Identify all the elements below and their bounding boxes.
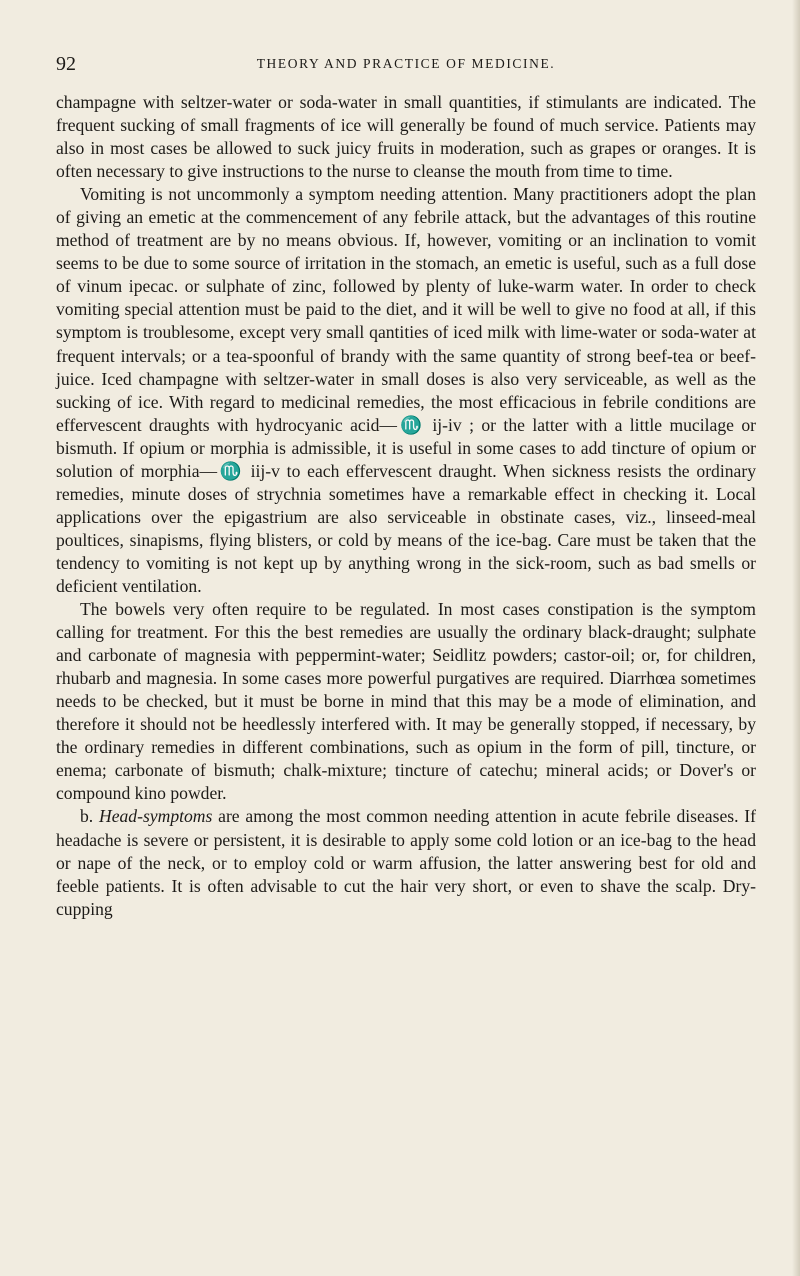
section-text: are among the most common needing attention in acute febrile diseases. If headache is severe or persistent, it is desirable to apply some cold lotion or an ice-bag to the head or nape of the neck, or to employ cold or warm affusion, the latter answering best for old and feeble patients. It is often advisable to cut the hair very short, or even to shave the scalp. Dry-cupping (56, 806, 756, 919)
paragraph-bowels: The bowels very often require to be regulated. In most cases constipation is the symptom calling for treatment. For this the best remedies are usually the ordinary black-draught; sulphate and carbonate of magnesia with peppermint-water; Seidlitz powders; castor-oil; or, for children, rhubarb and magnesia. In some cases more powerful purgatives are required. Diarrhœa sometimes needs to be checked, but it must be borne in mind that this may be a mode of elimination, and therefore it should not be heedlessly interfered with. It may be generally stopped, if necessary, by the ordinary remedies in different combinations, such as opium in the form of pill, tincture, or enema; carbonate of bismuth; chalk-mixture; tincture of catechu; mineral acids; or Dover's or compound kino powder. (56, 599, 756, 804)
page-edge-shadow (792, 0, 800, 1276)
paragraph-head-symptoms (56, 805, 756, 920)
section-heading: Head-symptoms (98, 806, 213, 827)
body-text (56, 91, 756, 921)
section-label: b. (80, 806, 94, 827)
page-header (56, 52, 756, 76)
paragraph-vomiting: Vomiting is not uncommonly a symptom needing attention. Many practitioners adopt the plan of giving an emetic at the commencement of any febrile attack, but the advantages of this routine method of treatment are by no means obvious. If, however, vomiting or an inclination to vomit seems to be due to some source of irritation in the stomach, an emetic is useful, such as a full dose of vinum ipecac. or sulphate of zinc, followed by plenty of luke-warm water. In order to check vomiting special attention must be paid to the diet, and it will be well to give no food at all, if this symptom is troublesome, except very small qantities of iced milk with lime-water or soda-water at frequent intervals; or a tea-spoonful of brandy with the same quantity of strong beef-tea or beef-juice. Iced champagne with seltzer-water in small doses is also very serviceable, as well as the sucking of ice. With regard to medicinal remedies, the most efficacious in febrile conditions are effervescent draughts with hydrocyanic acid—♏ ij-iv ; or the latter with a little mucilage or bismuth. If opium or morphia is admissible, it is useful in some cases to add tincture of opium or solution of morphia—♏ iij-v to each effervescent draught. When sickness resists the ordinary remedies, minute doses of strychnia sometimes have a remarkable effect in checking it. Local applications over the epigastrium are also serviceable in obstinate cases, viz., linseed-meal poultices, sinapisms, flying blisters, or cold by means of the ice-bag. Care must be taken that the tendency to vomiting is not kept up by anything wrong in the sick-room, such as bad smells or deficient ventilation. (56, 184, 756, 596)
running-head: THEORY AND PRACTICE OF MEDICINE. (256, 56, 556, 71)
paragraph-continuation: champagne with seltzer-water or soda-water in small quantities, if stimulants are indicated. The frequent sucking of small fragments of ice will generally be found of much service. Patients may also in most cases be allowed to suck juicy fruits in moderation, such as grapes or oranges. It is often necessary to give instructions to the nurse to cleanse the mouth from time to time. (56, 92, 756, 182)
page-number: 92 (56, 53, 76, 75)
